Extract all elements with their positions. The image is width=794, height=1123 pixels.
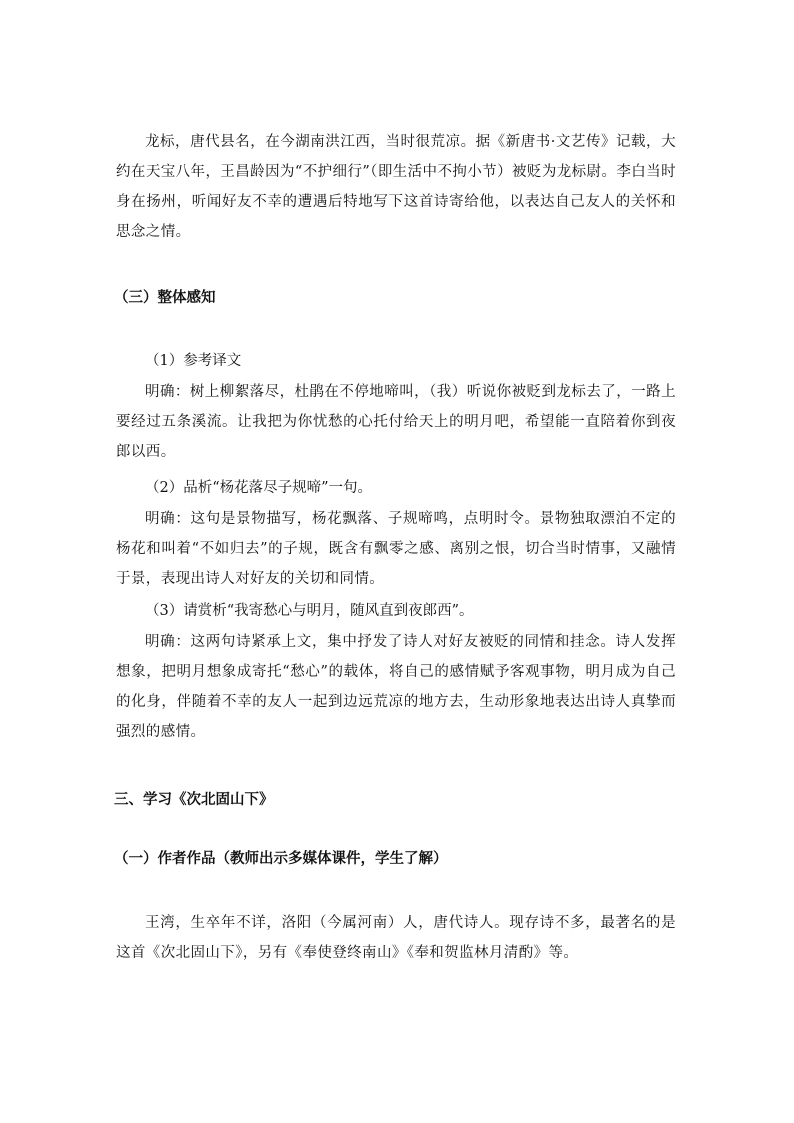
heading-section-three: 三、学习《次北固山下》 [114,792,274,808]
heading-author-works: （一）作者作品（教师出示多媒体课件，学生了解） [114,851,448,867]
item2-answer: 明确：这句是景物描写，杨花飘落、子规啼鸣，点明时令。景物独取漂泊不定的杨花和叫着“不如归去”的子规，既含有飘零之感、离别之恨，切合当时情事，又融情于景，表现出诗人对好友的关切和同情。 [116,511,676,587]
paragraph-wangwan: 王湾，生卒年不详，洛阳（今属河南）人，唐代诗人。现存诗不多，最著名的是这首《次北固山下》，另有《奉使登终南山》《奉和贺监林月清酌》等。 [116,915,676,961]
item3-title: （3）请赏析“我寄愁心与明月，随风直到夜郎西”。 [145,603,474,619]
paragraph-longbiao: 龙标，唐代县名，在今湖南洪江西，当时很荒凉。据《新唐书·文艺传》记载，大约在天宝八年，王昌龄因为“不护细行”（即生活中不拘小节）被贬为龙标尉。李白当时身在扬州，听闻好友不幸的遭遇后特地写下这首诗寄给他，以表达自己友人的关怀和思念之情。 [116,134,676,240]
item2-title: （2）品析“杨花落尽子规啼”一句。 [145,480,373,496]
heading-overall-perception: （三）整体感知 [114,290,216,306]
item1-answer: 明确：树上柳絮落尽，杜鹃在不停地啼叫，（我）听说你被贬到龙标去了，一路上要经过五条溪流。让我把为你忧愁的心托付给天上的明月吧，希望能一直陪着你到夜郎以西。 [116,384,676,460]
item3-answer: 明确：这两句诗紧承上文，集中抒发了诗人对好友被贬的同情和挂念。诗人发挥想象，把明月想象成寄托“愁心”的载体，将自己的感情赋予客观事物，明月成为自己的化身，伴随着不幸的友人一起到边远荒凉的地方去，生动形象地表达出诗人真挚而强烈的感情。 [116,634,676,740]
item1-title: （1）参考译文 [145,353,242,369]
